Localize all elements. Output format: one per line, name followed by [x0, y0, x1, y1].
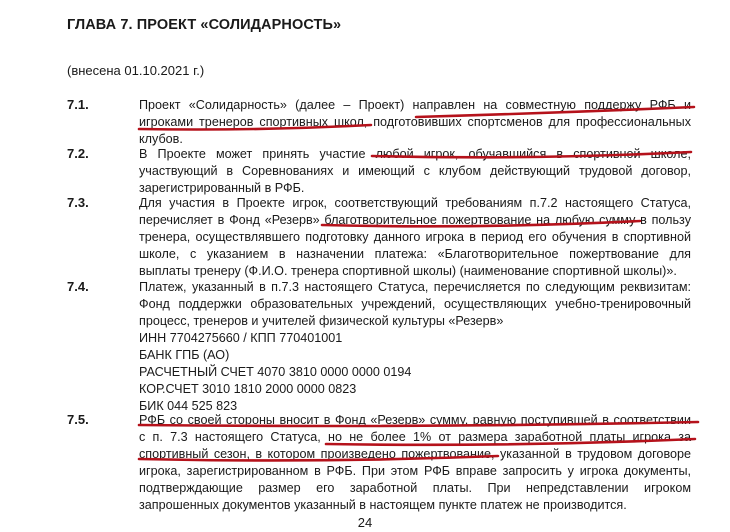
clause-line: подтверждающие размер его заработной платы. При непредставлении игроком [139, 481, 691, 495]
clause-text [139, 279, 691, 415]
clause-line: с п. 7.3 настоящего Статуса, но не более 1% от размера заработной платы игрока за [139, 430, 691, 444]
clause-line: РФБ со своей стороны вносит в Фонд «Резерв» сумму, равную поступившей в соответствии [139, 413, 691, 427]
clause-number: 7.4. [67, 279, 89, 294]
clause-number: 7.5. [67, 412, 89, 427]
clause-line: игроками тренеров спортивных школ, подготовивших спортсменов для профессиональных [139, 115, 691, 129]
requisite-bank: БАНК ГПБ (АО) [139, 348, 230, 362]
clause-line: перечисляет в Фонд «Резерв» благотворительное пожертвование на любую сумму в пользу [139, 213, 691, 227]
clause-number: 7.3. [67, 195, 89, 210]
requisite-account: РАСЧЕТНЫЙ СЧЕТ 4070 3810 0000 0000 0194 [139, 365, 412, 379]
clause-text [139, 412, 691, 514]
clause-line: процесс, тренеров и учителей физической культуры «Резерв» [139, 314, 504, 328]
clause-line: тренера, осуществлявшего подготовку данного игрока в период его обучения в спортивной [139, 230, 691, 244]
clause-line: клубов. [139, 132, 183, 146]
clause-text [139, 146, 691, 197]
clause-text [139, 195, 691, 280]
clause-line: выплаты тренеру (Ф.И.О. тренера спортивной школы) (наименование спортивной школы)». [139, 264, 677, 278]
clause-line: Проект «Солидарность» (далее – Проект) направлен на совместную поддержу РФБ и [139, 98, 691, 112]
clause-line: спортивный сезон, в котором произведено пожертвование, указанной в трудовом договоре [139, 447, 691, 461]
clause-line: игрока, зарегистрированном в РФБ. При этом РФБ вправе запросить у игрока документы, [139, 464, 691, 478]
clause-line: запрошенных документов указанный в настоящем пункте платеж не производится. [139, 498, 627, 512]
clause-line: Фонд поддержки образовательных учреждений, осуществляющих учебно-тренировочный [139, 297, 691, 311]
page-number: 24 [357, 515, 373, 530]
clause-line: школе, с указанием в назначении платежа: «Благотворительное пожертвование для [139, 247, 691, 261]
clause-text [139, 97, 691, 148]
requisite-corr-account: КОР.СЧЕТ 3010 1810 2000 0000 0823 [139, 382, 357, 396]
requisite-bik: БИК 044 525 823 [139, 399, 238, 413]
clause-line: В Проекте может принять участие любой игрок, обучавшийся в спортивной школе, [139, 147, 691, 161]
amendment-note: (внесена 01.10.2021 г.) [67, 63, 205, 78]
clause-number: 7.1. [67, 97, 89, 112]
clause-line: зарегистрированный в РФБ. [139, 181, 305, 195]
clause-number: 7.2. [67, 146, 89, 161]
clause-line: участвующий в Соревнованиях и имеющий с клубом действующий трудовой договор, [139, 164, 691, 178]
clause-line: Платеж, указанный в п.7.3 настоящего Статуса, перечисляется по следующим реквизитам: [139, 280, 691, 294]
requisite-inn: ИНН 7704275660 / КПП 770401001 [139, 331, 343, 345]
clause-line: Для участия в Проекте игрок, соответствующий требованиям п.7.2 настоящего Статуса, [139, 196, 691, 210]
chapter-heading: ГЛАВА 7. ПРОЕКТ «СОЛИДАРНОСТЬ» [67, 17, 342, 33]
